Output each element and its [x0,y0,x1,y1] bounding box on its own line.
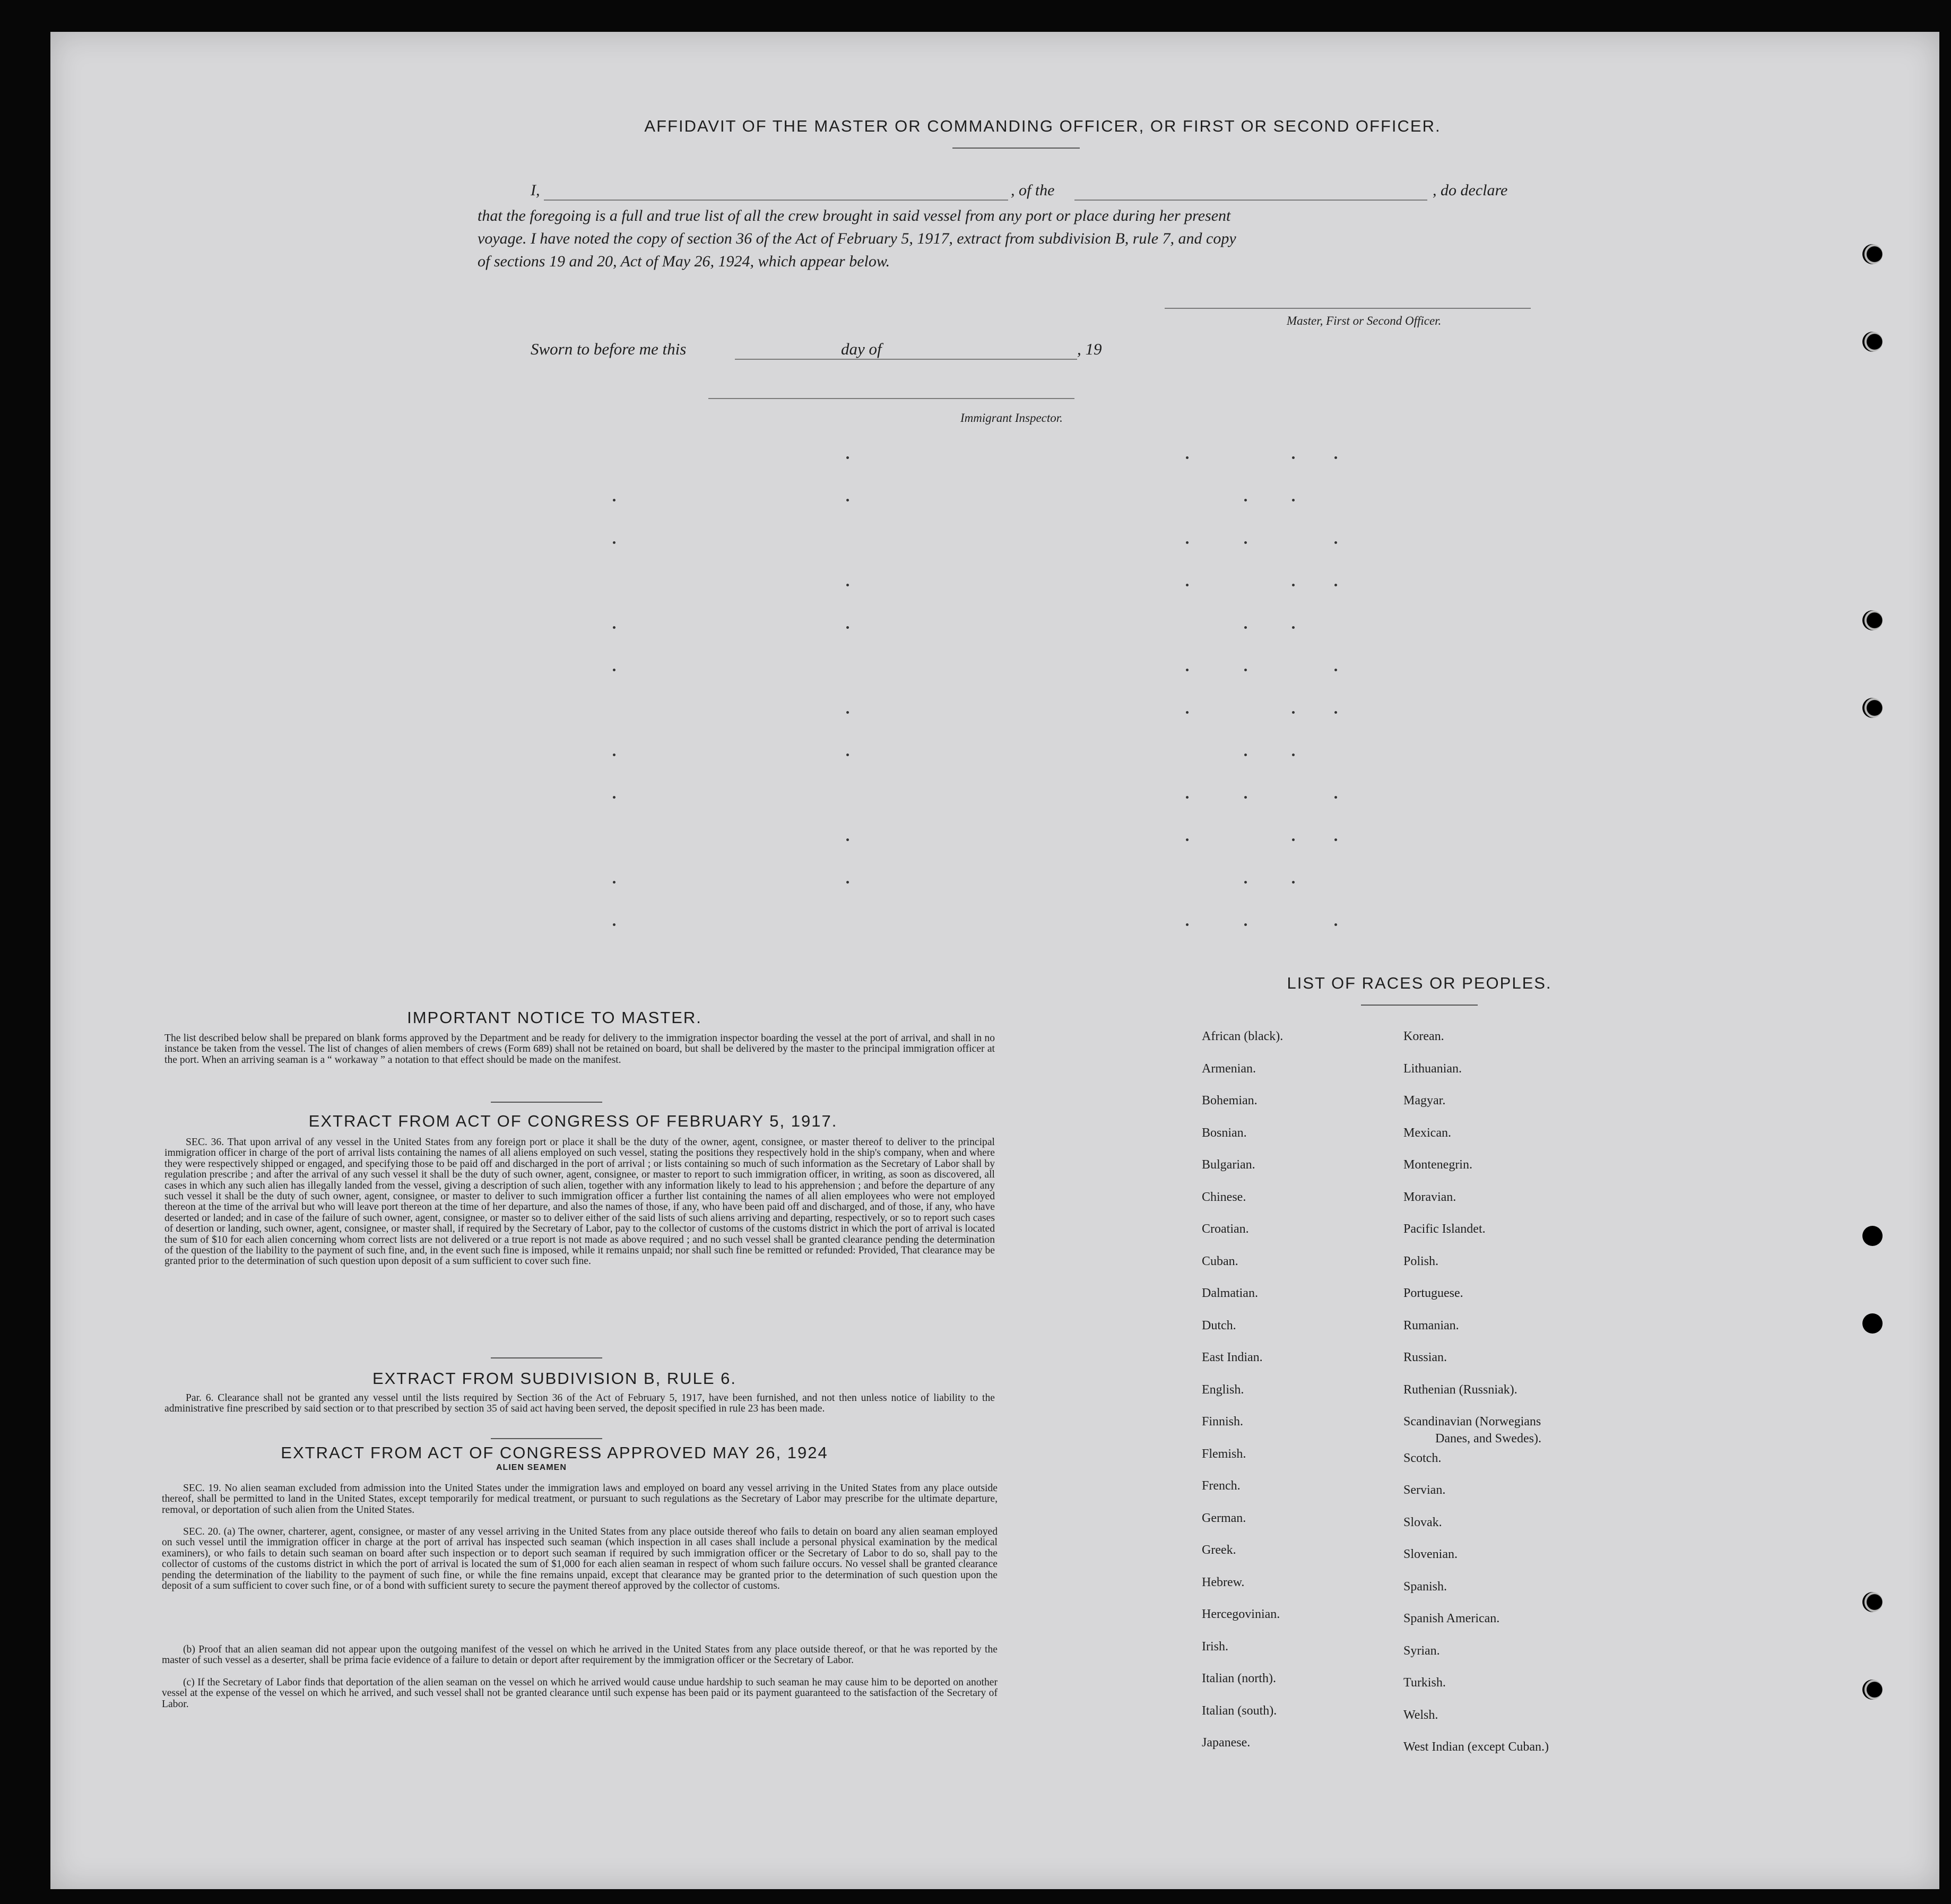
extract-1924-subtitle: ALIEN SEAMEN [496,1463,567,1472]
dot-mark [846,754,849,756]
dot-mark [1334,838,1337,841]
dot-mark [846,626,849,629]
race-item: Turkish. [1403,1676,1446,1690]
dot-mark [1292,881,1295,884]
race-item: Dalmatian. [1202,1286,1258,1300]
race-item: Scotch. [1403,1451,1442,1465]
race-item: Armenian. [1202,1061,1256,1076]
race-item: Portuguese. [1403,1286,1463,1300]
dot-mark [846,584,849,586]
race-item: Flemish. [1202,1447,1246,1461]
race-item: Chinese. [1202,1190,1246,1204]
race-item: Bulgarian. [1202,1158,1255,1172]
dot-mark [1334,923,1337,926]
affidavit-title: AFFIDAVIT OF THE MASTER OR COMMANDING OFFICER, OR FIRST OR SECOND OFFICER. [644,117,1441,135]
document-page [50,32,1939,1889]
race-item: Polish. [1403,1254,1439,1268]
dot-mark [1244,754,1247,756]
race-item: Mexican. [1403,1126,1451,1140]
extract-rule6-body: Par. 6. Clearance shall not be granted any vessel until the lists required by Section 36 of the Act of February 5, 1917, have been furnished, and not then unless notice of liability to the administrative fine prescribed by said section or to that prescribed by section 35 of said act having been served, the deposit specified in rule 23 has been made. [164,1392,995,1415]
race-item: East Indian. [1202,1351,1263,1364]
dot-mark [613,669,615,671]
dot-mark [613,881,615,884]
dot-mark [1334,456,1337,459]
sworn-line [531,340,1220,361]
extract-1924-sec20c: (c) If the Secretary of Labor finds that deportation of the alien seaman on the vessel on which he arrived would cause undue hardship to such seaman he may cause him to be deported on another vessel at the expense of the vessel on which he arrived, and such vessel shall not be granted clearance until such expense has been paid or its payment guaranteed to the satisfaction of the Secretary of Labor. [162,1677,998,1710]
dot-mark [846,711,849,714]
punch-hole [1862,1313,1883,1334]
notice-body: The list described below shall be prepared on blank forms approved by the Department and be ready for delivery to the immigration inspector boarding the vessel at the port of arrival, and shall in no instance be taken from the vessel. The list of changes of alien members of crews (Form 689) shall not be retained on board, but shall be delivered by the master to the principal immigration officer at the port. When an arriving seaman is a “ workaway ” a notation to that effect should be made on the manifest. [164,1033,995,1066]
extract-1924-sec19: SEC. 19. No alien seaman excluded from admission into the United States under the immigration laws and employed on board any vessel arriving in the United States from any place outside thereof, shall be permitted to land in the United States, except temporarily for medical treatment, or pursuant to such regulations as the Secretary of Labor may prescribe for the ultimate departure, removal, or deportation of such alien from the United States. [162,1483,998,1516]
dot-mark [1244,499,1247,501]
divider [491,1438,602,1439]
affidavit-line-2: that the foregoing is a full and true list of all the crew brought in said vessel from any port or place during her present [478,207,1231,224]
inspector-signature-line[interactable] [708,398,1074,399]
race-item: West Indian (except Cuban.) [1403,1740,1549,1754]
dot-mark [846,881,849,884]
race-item: Spanish American. [1403,1612,1500,1625]
dot-mark [1334,711,1337,714]
affidavit-i-label: I, [531,181,540,199]
extract-1917-body: SEC. 36. That upon arrival of any vessel in the United States from any foreign port or place it shall be the duty of the owner, agent, consignee, or master thereof to deliver to the principal immigration officer in charge of the port of arrival lists containing the names of all aliens employed on such vessel, stating the positions they respectively hold in the ship's company, when and where they were respectively shipped or engaged, and specifying those to be paid off and discharged in the port of arrival ; or lists containing so much of such information as the Secretary of Labor shall by regulation prescribe ; and after the arrival of any such vessel it shall be the duty of such owner, agent, consignee, or master to report to such immigration officer, in writing, as soon as discovered, all cases in which any such alien has illegally landed from the vessel, giving a description of such alien, together with any information likely to lead to his apprehension ; and before the departure of any such vessel it shall be the duty of such owner, agent, consignee, or master to deliver to such immigration officer a further list containing the names of all alien employees who were not employed thereon at the time of the arrival but who will leave port thereon at the time of her departure, and also the names of those, if any, who have been paid off and discharged, and of those, if any, who have deserted or landed; and in case of the failure of such owner, agent, consignee, or master so to deliver either of the said lists of such aliens arriving and departing, respectively, or so to report such cases of desertion or landing, such owner, agent, consignee, or master shall, if required by the Secretary of Labor, pay to the collector of customs of the customs district in which the port of arrival is located the sum of $10 for each alien concerning whom correct lists are not delivered or a true report is not made as above required ; and no such vessel shall be granted clearance pending the determination of the question of the liability to the payment of such fine, and, in the event such fine is imposed, while it remains unpaid; nor shall such fine be remitted or refunded: Provided, That clearance may be granted prior to the determination of such question upon deposit of a sum sufficient to cover such fine. [164,1137,995,1267]
race-item: Finnish. [1202,1415,1244,1429]
dot-mark [613,754,615,756]
race-item: Slovak. [1403,1515,1442,1529]
dot-mark [1244,669,1247,671]
dot-mark [1244,626,1247,629]
dot-mark [1186,923,1189,926]
affidavit-do-declare-label: , do declare [1433,181,1508,199]
race-item: African (black). [1202,1029,1284,1043]
race-item: Japanese. [1202,1736,1251,1750]
divider [491,1357,602,1358]
race-item: Russian. [1403,1351,1447,1364]
dot-mark [846,456,849,459]
race-item: Montenegrin. [1403,1158,1472,1172]
notice-title: IMPORTANT NOTICE TO MASTER. [407,1008,702,1027]
extract-1917-title: EXTRACT FROM ACT OF CONGRESS OF FEBRUARY 5, 1917. [308,1112,838,1130]
race-item: Magyar. [1403,1094,1446,1107]
dot-mark [1292,838,1295,841]
dot-mark [613,796,615,799]
dot-mark [1186,711,1189,714]
race-item: English. [1202,1382,1244,1397]
race-item: Ruthenian (Russniak). [1403,1382,1518,1397]
extract-1924-title: EXTRACT FROM ACT OF CONGRESS APPROVED MAY 26, 1924 [281,1443,828,1462]
dot-mark [1244,796,1247,799]
extract-1924-sec20a: SEC. 20. (a) The owner, charterer, agent, consignee, or master of any vessel arriving in the United States from any place outside thereof who fails to detain on board any alien seaman employed on such vessel until the immigration officer in charge at the port of arrival has inspected such seaman (which inspection in all cases shall include a personal physical examination by the medical examiners), or who fails to detain such seaman on board after such inspection or to deport such seaman if required by such immigration officer or the Secretary of Labor to do so, shall pay to the collector of customs of the customs district in which the port of arrival is located the sum of $1,000 for each alien seaman in respect of whom such failure occurs. No vessel shall be granted clearance pending the determination of the liability to the payment of such fine, or while the fine remains unpaid, except that clearance may be granted prior to the determination of such question upon the deposit of a sum sufficient to cover such fine, or of a bond with sufficient surety to secure the payment thereof approved by the collector of customs. [162,1526,998,1592]
inspector-label: Immigrant Inspector. [960,411,1063,425]
punch-hole [1862,244,1883,264]
race-item: German. [1202,1511,1246,1525]
divider [491,1102,602,1103]
affidavit-line-1 [531,181,1571,201]
punch-hole [1862,698,1883,718]
race-item: Scandinavian (Norwegians [1403,1415,1541,1429]
race-item: Bosnian. [1202,1126,1247,1140]
punch-hole [1862,1592,1883,1612]
dot-mark [1244,923,1247,926]
dot-mark [1334,541,1337,544]
race-item: Servian. [1403,1483,1446,1497]
race-item: Slovenian. [1403,1547,1458,1561]
race-item: Spanish. [1403,1579,1447,1594]
punch-hole [1862,610,1883,630]
dot-mark [1292,584,1295,586]
race-item: French. [1202,1479,1241,1493]
dot-mark [1334,796,1337,799]
extract-1924-sec20b: (b) Proof that an alien seaman did not appear upon the outgoing manifest of the vessel on which he arrived in the United States from any place outside thereof, or that he was reported by the master of such vessel as a deserter, shall be prima facie evidence of a failure to detain or deport after requirement by the immigration officer or the Secretary of Labor. [162,1644,998,1666]
race-item: Lithuanian. [1403,1061,1462,1076]
extract-rule6-title: EXTRACT FROM SUBDIVISION B, RULE 6. [372,1369,737,1388]
dot-mark [1244,541,1247,544]
race-item: Welsh. [1403,1708,1438,1722]
day-of-label: day of [841,340,882,358]
divider [952,148,1080,149]
affidavit-line-3: voyage. I have noted the copy of section 36 of the Act of February 5, 1917, extract from subdivision B, rule 7, and copy [478,230,1236,247]
race-item: Cuban. [1202,1254,1238,1268]
divider [1361,1005,1478,1006]
dot-mark [846,838,849,841]
race-item: Hercegovinian. [1202,1607,1280,1621]
races-title: LIST OF RACES OR PEOPLES. [1287,974,1552,992]
sworn-day-blank[interactable] [735,359,915,360]
dot-mark [1186,796,1189,799]
dot-mark [1186,584,1189,586]
dot-mark [1292,456,1295,459]
race-item: Croatian. [1202,1222,1249,1236]
race-item: Greek. [1202,1543,1236,1557]
race-item: Irish. [1202,1639,1228,1654]
dot-mark [846,499,849,501]
punch-hole [1862,1226,1883,1246]
dot-mark [1186,541,1189,544]
race-item: Bohemian. [1202,1094,1258,1107]
dot-mark [613,541,615,544]
sworn-month-blank[interactable] [902,359,1077,360]
dot-mark [1334,584,1337,586]
race-item: Moravian. [1403,1190,1456,1204]
race-item: Pacific Islandet. [1403,1222,1486,1236]
punch-hole [1862,332,1883,352]
race-scandinavian-continuation: Danes, and Swedes). [1435,1432,1541,1446]
race-item: Hebrew. [1202,1575,1245,1589]
dot-mark [613,499,615,501]
name-blank[interactable] [544,200,1008,201]
race-item: Rumanian. [1403,1318,1459,1332]
affidavit-line-4: of sections 19 and 20, Act of May 26, 1924, which appear below. [478,253,890,270]
dot-mark [613,626,615,629]
dot-mark [1292,711,1295,714]
race-item: Italian (north). [1202,1672,1276,1685]
dot-mark [1244,881,1247,884]
vessel-blank[interactable] [1074,200,1427,201]
dot-mark [1292,499,1295,501]
year-label: , 19 [1077,340,1102,358]
sworn-label: Sworn to before me this [531,340,687,358]
race-item: Syrian. [1403,1643,1440,1658]
race-item: Italian (south). [1202,1703,1277,1718]
dot-mark [1186,456,1189,459]
master-signature-label: Master, First or Second Officer. [1287,314,1442,327]
dot-mark [1292,754,1295,756]
affidavit-of-the-label: , of the [1011,181,1055,199]
dot-mark [1292,626,1295,629]
race-item: Dutch. [1202,1318,1236,1332]
dot-mark [1186,838,1189,841]
master-signature-line[interactable] [1165,308,1531,309]
dot-mark [1186,669,1189,671]
punch-hole [1862,1680,1883,1700]
dot-mark [613,923,615,926]
race-item: Korean. [1403,1029,1444,1043]
dot-mark [1334,669,1337,671]
